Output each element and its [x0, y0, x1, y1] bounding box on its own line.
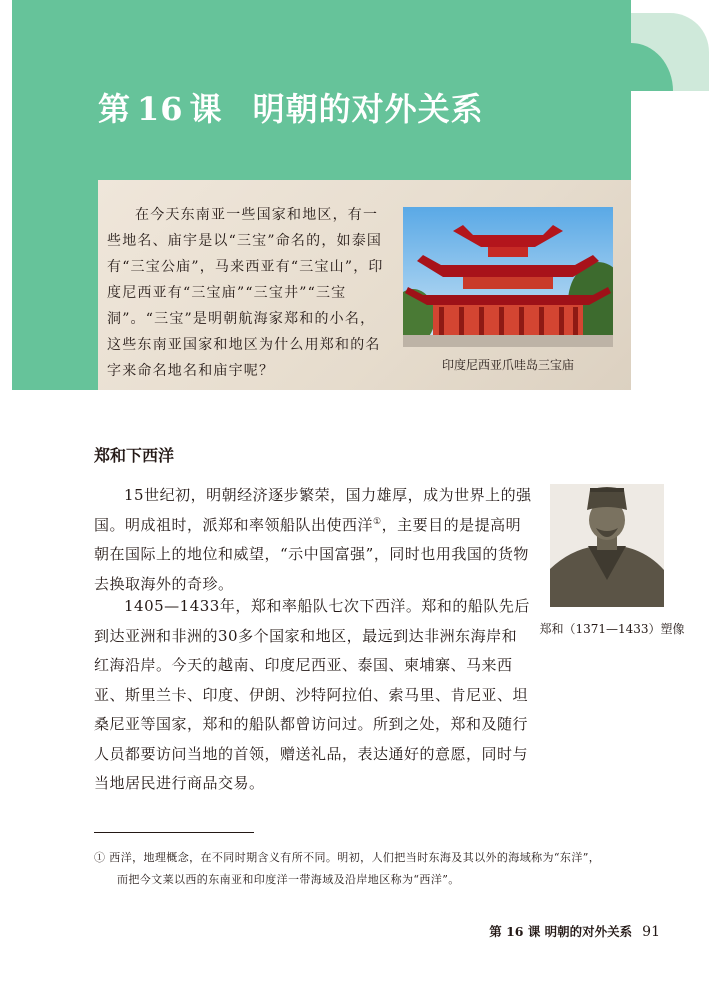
intro-text: 在今天东南亚一些国家和地区，有一些地名、庙宇是以“三宝”命名的，如泰国有“三宝公庙”，马来西亚有“三宝山”，印度尼西亚有“三宝庙”“三宝井”“三宝洞”。“三宝”是明朝航海家郑和的小名，这些东南亚国家和地区为什么用郑和的名字来命名地名和庙宇呢？ [107, 207, 384, 379]
statue-photo [550, 484, 664, 607]
lesson-name: 明朝的对外关系 [252, 90, 484, 128]
paragraph-1-text-cont: ，主要目的是提高明朝在国际上的地位和威望，“示中国富强”，同时也用我国的货物去换取海外的奇珍。 [94, 515, 529, 593]
page-number: 91 [642, 924, 660, 940]
section-heading: 郑和下西洋 [94, 446, 175, 465]
lesson-number: 16 [137, 90, 184, 128]
paragraph-1-text: 15世纪初，明朝经济逐步繁荣，国力雄厚，成为世界上的强国。明成祖时，派郑和率领船队出使西洋 [94, 486, 532, 534]
lesson-title [98, 84, 484, 132]
statue-illustration [550, 484, 664, 607]
footnote-divider [94, 832, 254, 833]
footnote-line-2: 而把今文莱以西的东南亚和印度洋一带海域及沿岸地区称为“西洋”。 [117, 873, 460, 886]
footnote [94, 847, 654, 891]
paragraph-2: 1405—1433年，郑和率船队七次下西洋。郑和的船队先后到达亚洲和非洲的30多个国家和地区，最远到达非洲东海岸和红海沿岸。今天的越南、印度尼西亚、泰国、柬埔寨、马来西亚、斯里兰卡、印度、伊朗、沙特阿拉伯、索马里、肯尼亚、坦桑尼亚等国家，郑和的船队都曾访问过。所到之处，郑和及随行人员都要访问当地的首领，赠送礼品，表达通好的意愿，同时与当地居民进行商品交易。 [94, 597, 530, 792]
running-title: 第 16 课 明朝的对外关系 [489, 924, 633, 939]
page-footer [470, 922, 660, 940]
footnote-mark[interactable]: ① [373, 516, 382, 527]
lesson-prefix: 第 [98, 90, 132, 128]
footnote-line-1: ① 西洋，地理概念，在不同时期含义有所不同。明初，人们把当时东海及其以外的海域称为“东洋”， [94, 851, 601, 864]
temple-illustration [403, 207, 613, 347]
photo-caption: 印度尼西亚爪哇岛三宝庙 [441, 358, 574, 372]
statue-caption: 郑和（1371—1433）塑像 [539, 622, 685, 636]
paragraph-1 [94, 481, 532, 599]
lesson-suffix: 课 [189, 90, 223, 128]
temple-photo [403, 207, 613, 347]
